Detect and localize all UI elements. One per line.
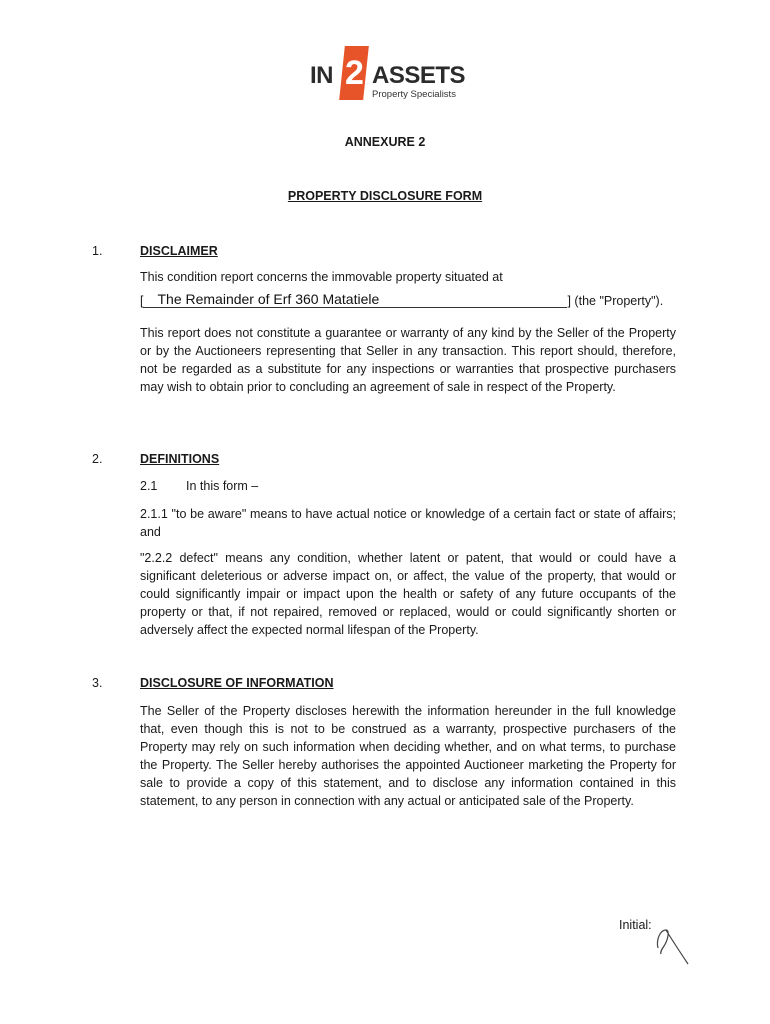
logo-tagline: Property Specialists [372,89,456,100]
in2assets-logo [308,46,468,104]
initial-signature [652,918,694,970]
logo-text-assets: ASSETS [372,62,466,89]
annexure-title: ANNEXURE 2 [344,135,426,149]
section-2-heading: DEFINITIONS [140,452,220,466]
section-3-body: The Seller of the Property discloses herewith the information hereunder in the full knowledge that, even though this is not to be construed as a warranty, prospective purchasers of the Property may rely on such information when deciding whether, and on what terms, to purchase the Property. The Seller hereby authorises the appointed Auctioneer marketing the Property for sale to provide a copy of this statement, and to disclose any information contained in this statement, to any person in connection with any actual or anticipated sale of the Property. [140,704,676,808]
form-title: PROPERTY DISCLOSURE FORM [287,189,483,203]
section-3-heading: DISCLOSURE OF INFORMATION [140,676,334,690]
definition-aware: 2.1.1 "to be aware" means to have actual notice or knowledge of a certain fact or state of affairs; and [140,507,676,539]
definition-defect: "2.2.2 defect" means any condition, whether latent or patent, that would or could have a significant deleterious or adverse impact on, or affect, the value of the property, that would or could significantly impair or impact upon the health or safety of any future occupants of the property or that, if not repaired, removed or replaced, would or could significantly shorten or adversely affect the expected normal lifespan of the Property. [140,551,676,637]
logo-text-in: IN [310,62,333,89]
section-2-number: 2. [92,452,103,466]
subsection-2-1-number: 2.1 [140,479,158,493]
section-1-number: 1. [92,244,103,258]
section-3-number: 3. [92,676,103,690]
section-1-intro: This condition report concerns the immovable property situated at [140,270,503,284]
form-title-wrap [0,189,770,203]
initial-label: Initial: [619,918,652,932]
property-field-value: The Remainder of Erf 360 Matatiele [157,291,380,307]
section-1-body: This report does not constitute a guarantee or warranty of any kind by the Seller of the Property or by the Auctioneers representing that Seller in any transaction. This report should, therefore, not be regarded as a substitute for any inspections or warranties that prospective purchasers may wish to obtain prior to concluding an agreement of sale in respect of the Property. [140,326,676,394]
bracket-open: [ [140,294,144,308]
section-1-heading: DISCLAIMER [140,244,218,258]
property-field[interactable] [143,293,567,308]
subsection-2-1-text: In this form – [186,479,259,493]
bracket-close: ] (the "Property"). [567,294,664,308]
property-line [140,293,663,308]
logo-text-2: 2 [345,54,364,92]
